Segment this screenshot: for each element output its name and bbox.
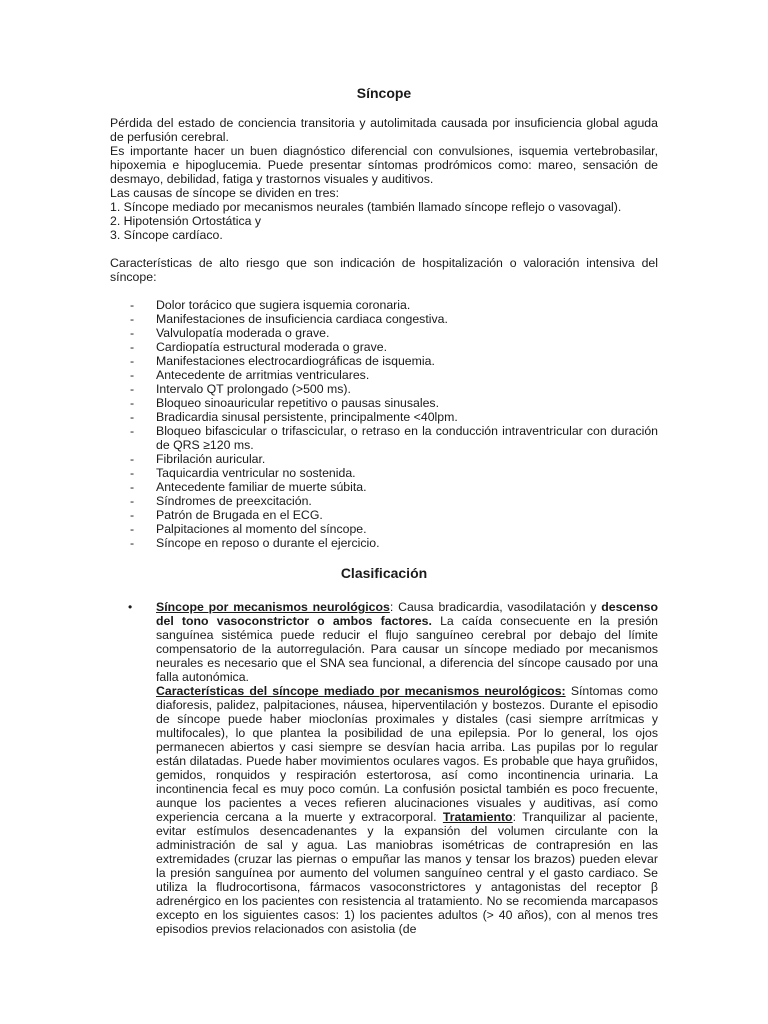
treatment-body: Tranquilizar al paciente, evitar estímulos desencadenantes y la expansión del volumen circulante con la administración de sal y agua. Las maniobras isométricas de contrapresión en las extremidades (cruzar las piernas o empuñar las manos y tensar los brazos) pueden elevar la presión sanguínea por aumento del volumen sanguíneo central y el gasto cardiaco. Se utiliza la fludrocortisona, fármacos vasoconstrictores y antagonistas del receptor β adrenérgico en los pacientes con resistencia al tratamiento. No se recomienda marcapasos excepto en los siguientes casos: 1) los pacientes adultos (> 40 años), con al menos tres episodios previos relacionados con asistolia (de <box>156 810 658 936</box>
list-item: - Cardiopatía estructural moderada o grave. <box>130 340 388 354</box>
list-item: - Valvulopatía moderada o grave. <box>130 326 330 340</box>
cause-item: 1. Síncope mediado por mecanismos neurales (también llamado síncope reflejo o vasovagal). <box>110 200 622 214</box>
dash-marker: - <box>130 368 135 382</box>
list-item: - Intervalo QT prolongado (>500 ms). <box>130 382 351 396</box>
dash-marker: - <box>130 354 135 368</box>
cause-item: 3. Síncope cardíaco. <box>110 228 223 242</box>
list-item: - Dolor torácico que sugiera isquemia coronaria. <box>130 298 411 312</box>
dash-marker: - <box>130 466 135 480</box>
definition-text: Pérdida del estado de conciencia transitoria y autolimitada causada por insuficiencia global aguda de perfusión cerebral. <box>110 116 658 144</box>
neuro-body: La caída consecuente en la presión sanguínea sistémica puede reducir el flujo sanguíneo cerebral por debajo del límite compensatorio de la autorregulación. Para causar un síncope mediado por mecanismos neurales es necesario que el SNA sea funcional, a diferencia del síncope causado por una falla autonómica. <box>156 614 658 684</box>
list-item: - Síncope en reposo o durante el ejercicio. <box>130 536 380 550</box>
list-item: - Bloqueo sinoauricular repetitivo o pausas sinusales. <box>130 396 439 410</box>
list-item: - Antecedente familiar de muerte súbita. <box>130 480 367 494</box>
risk-list <box>110 298 658 550</box>
dash-marker: - <box>130 494 135 508</box>
dash-marker: - <box>130 298 135 312</box>
classification-heading: Clasificación <box>340 565 428 581</box>
features-term: Características del síncope mediado por mecanismos neurológicos: <box>156 684 566 698</box>
dash-marker: - <box>130 396 135 410</box>
features-body: Síntomas como diaforesis, palidez, palpitaciones, náusea, hiperventilación y bostezos. Durante el episodio de síncope puede haber mioclonías proximales y distales (casi siempre arrítmicas y multifocales), lo que plantea la posibilidad de una epilepsia. Por lo general, los ojos permanecen abiertos y casi siempre se desvían hacia arriba. Las pupilas por lo regular están dilatadas. Puede haber movimientos oculares vagos. Es probable que haya gruñidos, gemidos, ronquidos y respiración estertorosa, así como incontinencia urinaria. La incontinencia fecal es muy poco común. La confusión posictal también es poco frecuente, aunque los pacientes a veces refieren alucinaciones visuales y auditivas, así como experiencia cercana a la muerte y extracorporal. <box>156 684 658 824</box>
list-item: - Bloqueo bifascicular o trifascicular, o retraso en la conducción intraventricular con duración de QRS ≥120 ms. <box>130 424 658 452</box>
dash-marker: - <box>130 340 135 354</box>
dash-marker: - <box>130 424 135 438</box>
neuro-syncope-paragraph: Síncope por mecanismos neurológicos: Causa bradicardia, vasodilatación y descenso del tono vasoconstrictor o ambos factores. La caída consecuente en la presión sanguínea sistémica puede reducir el flujo sanguíneo cerebral por debajo del límite compensatorio de la autorregulación. Para causar un síncope mediado por mecanismos neurales es necesario que el SNA sea funcional, a diferencia del síncope causado por una falla autonómica. Características del síncope mediado por mecanismos neurológicos: Síntomas como diaforesis, palidez, palpitaciones, náusea, hiperventilación y bostezos. Durante el episodio de síncope puede haber mioclonías proximales y distales (casi siempre arrítmicas y multifocales), lo que plantea la posibilidad de una epilepsia. Por lo general, los ojos permanecen abiertos y casi siempre se desvían hacia arriba. Las pupilas por lo regular están dilatadas. Puede haber movimientos oculares vagos. Es probable que haya gruñidos, gemidos, ronquidos y respiración estertorosa, así como incontinencia urinaria. La incontinencia fecal es muy poco común. La confusión posictal también es poco frecuente, aunque los pacientes a veces refieren alucinaciones visuales y auditivas, así como experiencia cercana a la muerte y extracorporal. Tratamiento: Tranquilizar al paciente, evitar estímulos desencadenantes y la expansión del volumen circulante con la administración de sal y agua. Las maniobras isométricas de contrapresión en las extremidades (cruzar las piernas o empuñar las manos y tensar los brazos) pueden elevar la presión sanguínea por aumento del volumen sanguíneo central y el gasto cardiaco. Se utiliza la fludrocortisona, fármacos vasoconstrictores y antagonistas del receptor β adrenérgico en los pacientes con resistencia al tratamiento. No se recomienda marcapasos excepto en los siguientes casos: 1) los pacientes adultos (> 40 años), con al menos tres episodios previos relacionados con asistolia (de <box>156 600 658 936</box>
list-item: - Fibrilación auricular. <box>130 452 266 466</box>
neuro-term: Síncope por mecanismos neurológicos <box>156 600 390 614</box>
list-item: - Taquicardia ventricular no sostenida. <box>130 466 356 480</box>
dash-marker: - <box>130 508 135 522</box>
cause-item: 2. Hipotensión Ortostática y <box>110 214 262 228</box>
dash-marker: - <box>130 410 135 424</box>
list-item: - Bradicardia sinusal persistente, principalmente <40lpm. <box>130 410 458 424</box>
definition-paragraph <box>110 116 658 242</box>
dash-marker: - <box>130 452 135 466</box>
neuro-syncope-item <box>110 600 658 936</box>
dash-marker: - <box>130 326 135 340</box>
spacer <box>110 242 658 256</box>
list-item: - Manifestaciones de insuficiencia cardiaca congestiva. <box>130 312 448 326</box>
bullet-icon: • <box>128 600 133 614</box>
list-item: - Patrón de Brugada en el ECG. <box>130 508 323 522</box>
differential-text: Es importante hacer un buen diagnóstico diferencial con convulsiones, isquemia vertebrobasilar, hipoxemia e hipoglucemia. Puede presentar síntomas prodrómicos como: mareo, sensación de desmayo, debilidad, fatiga y trastornos visuales y auditivos. <box>110 144 658 186</box>
list-item: - Manifestaciones electrocardiográficas de isquemia. <box>130 354 435 368</box>
page-title: Síncope <box>356 85 412 101</box>
dash-marker: - <box>130 480 135 494</box>
dash-marker: - <box>130 522 135 536</box>
list-item: - Palpitaciones al momento del síncope. <box>130 522 367 536</box>
spacer <box>110 284 658 298</box>
dash-marker: - <box>130 312 135 326</box>
list-item: - Síndromes de preexcitación. <box>130 494 312 508</box>
risk-intro: Características de alto riesgo que son indicación de hospitalización o valoración intensiva del síncope: <box>110 256 658 284</box>
treatment-term: Tratamiento <box>442 810 513 824</box>
dash-marker: - <box>130 382 135 396</box>
list-item: - Antecedente de arritmias ventriculares. <box>130 368 370 382</box>
document-page <box>110 84 658 936</box>
dash-marker: - <box>130 536 135 550</box>
neuro-lead-bold: descenso del tono vasoconstrictor o ambos factores. <box>156 600 658 628</box>
causes-intro: Las causas de síncope se dividen en tres: <box>110 186 339 200</box>
